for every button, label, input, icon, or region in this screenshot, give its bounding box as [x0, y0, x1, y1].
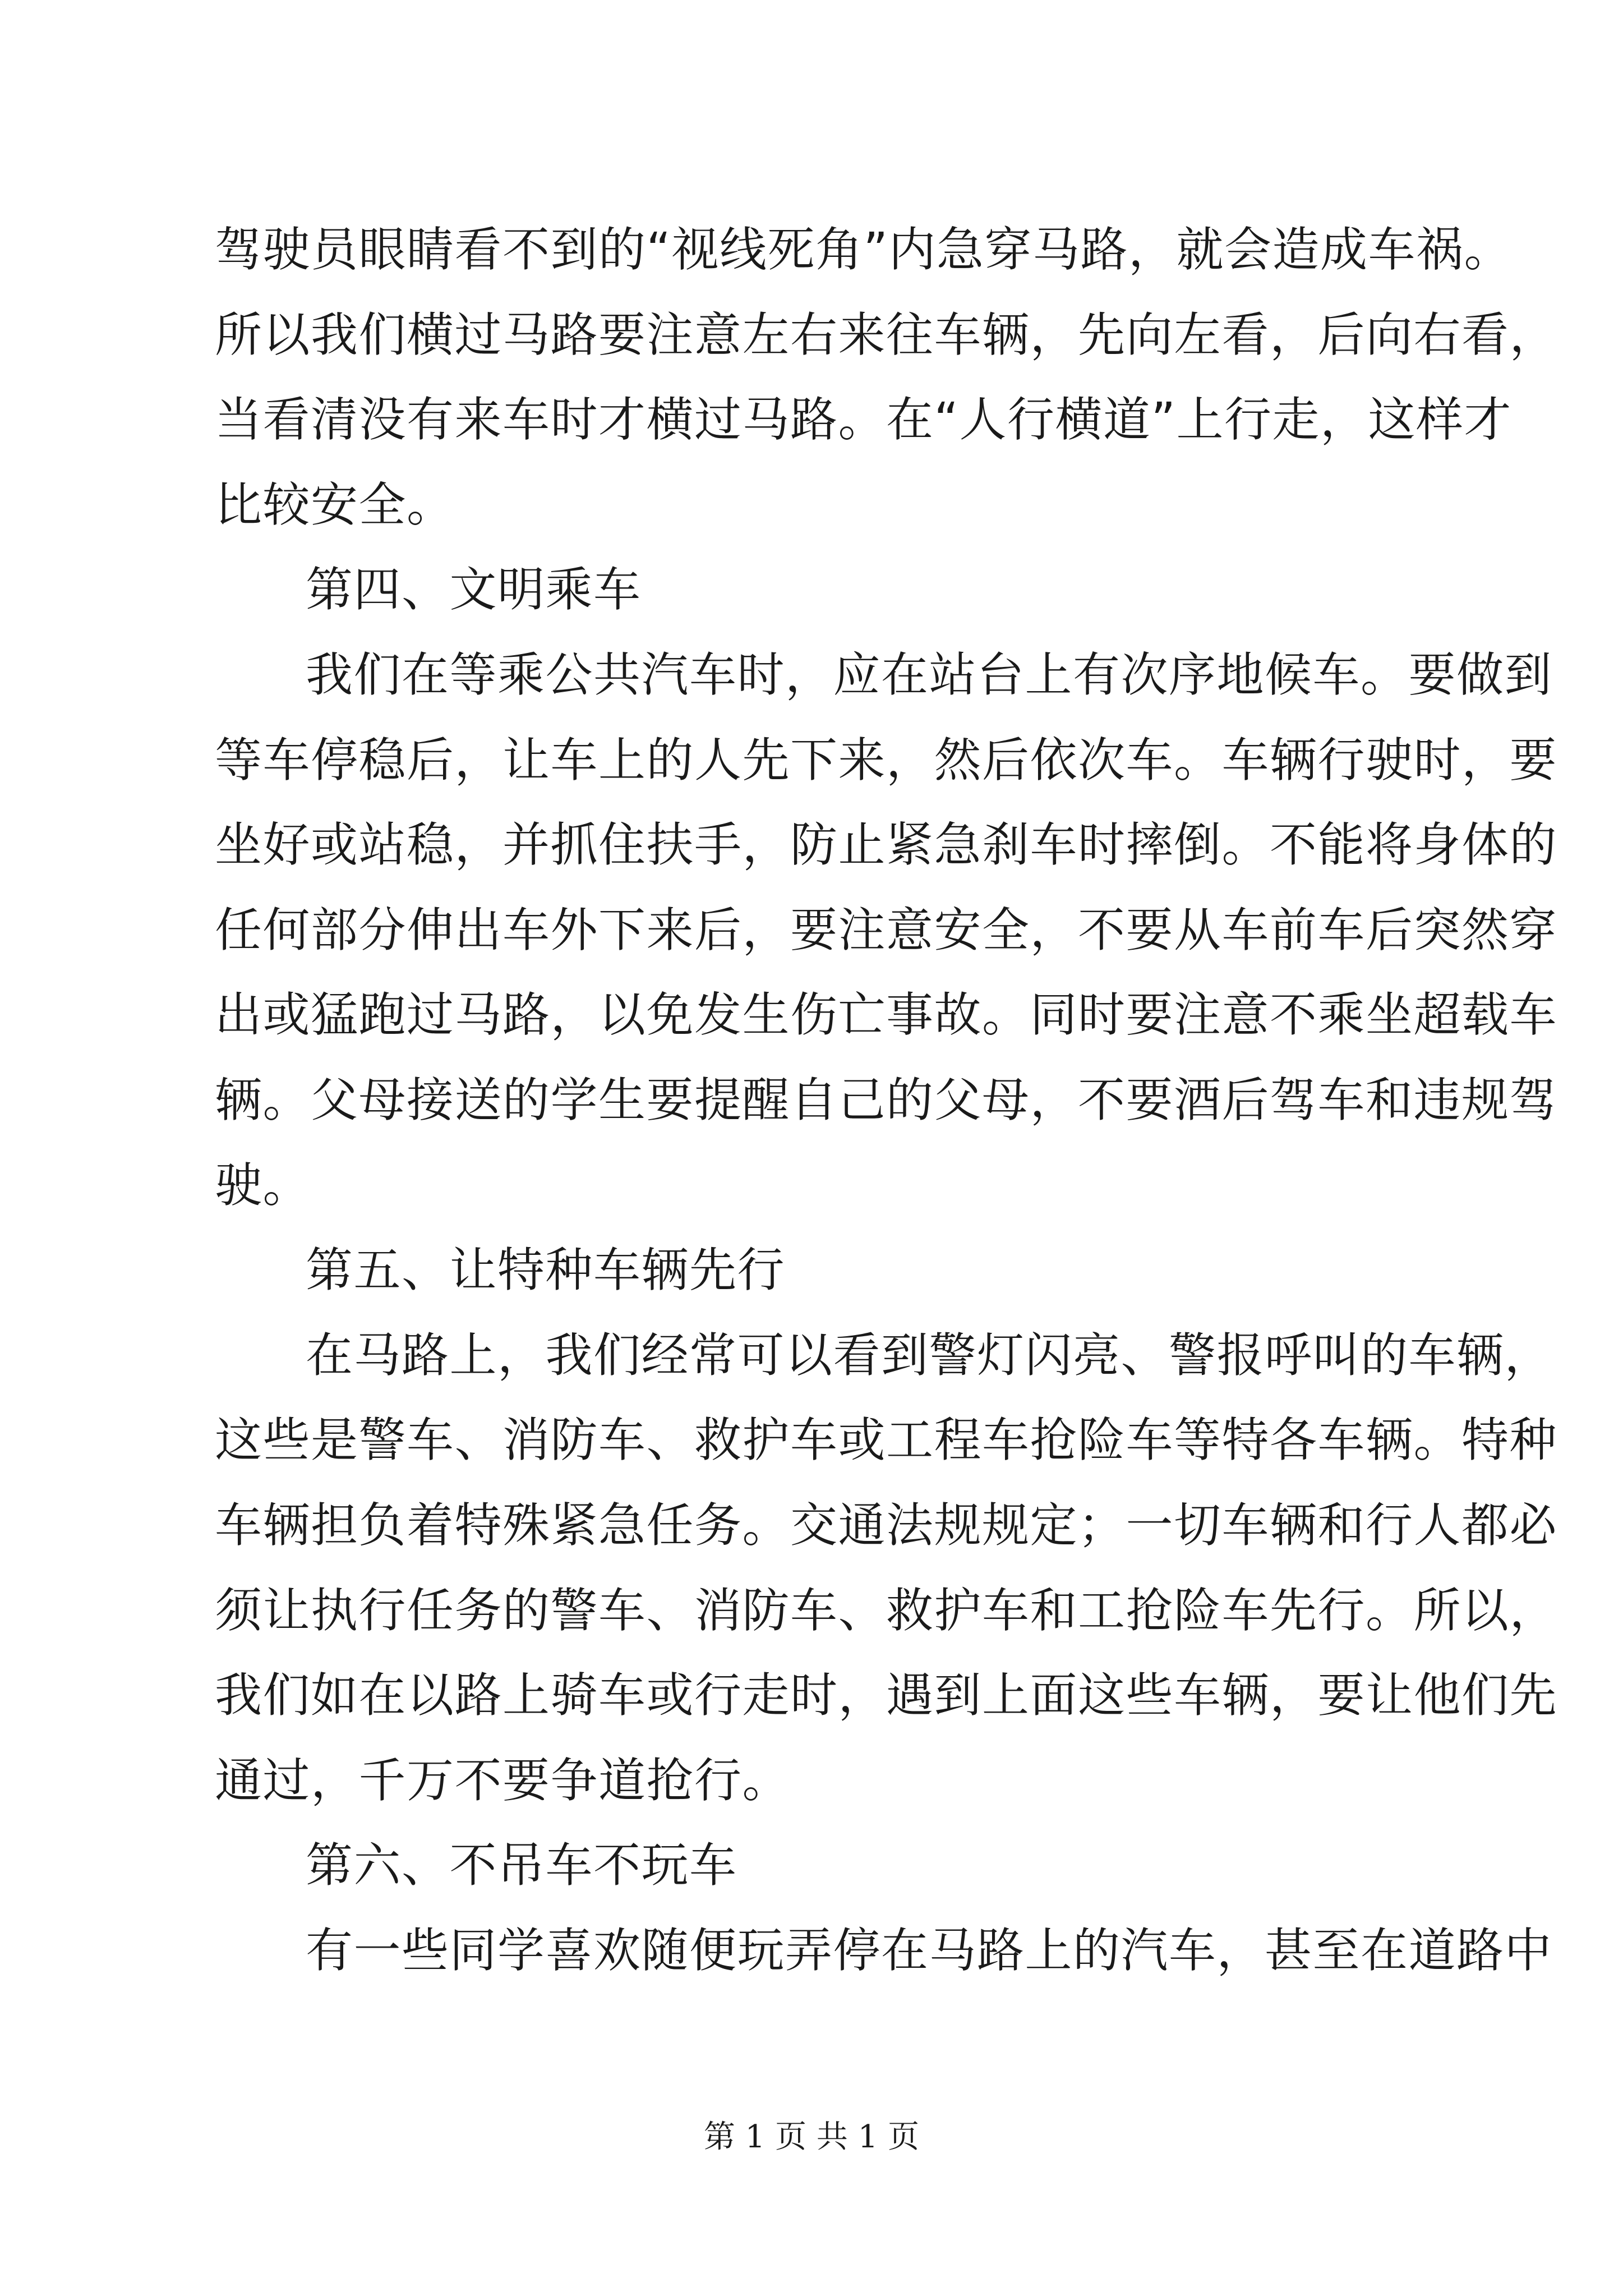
text-line: 出或猛跑过马路，以免发生伤亡事故。同时要注意不乘坐超载车 [215, 987, 1558, 1043]
text-line: 通过，千万不要争道抢行。 [215, 1752, 791, 1808]
text-line: 坐好或站稳，并抓住扶手，防止紧急刹车时摔倒。不能将身体的 [215, 817, 1558, 873]
text-line: 须让执行任务的警车、消防车、救护车和工抢险车先行。所以， [215, 1582, 1558, 1638]
body-text [215, 208, 1558, 1993]
section-heading: 第四、文明乘车 [306, 562, 642, 618]
text-line: 所以我们横过马路要注意左右来往车辆，先向左看，后向右看， [215, 307, 1558, 362]
text-line: 驾驶员眼睛看不到的“视线死角”内急穿马路，就会造成车祸。 [215, 222, 1513, 277]
text-line: 比较安全。 [215, 477, 455, 532]
text-line: 我们如在以路上骑车或行走时，遇到上面这些车辆，要让他们先 [215, 1668, 1558, 1723]
text-line: 有一些同学喜欢随便玩弄停在马路上的汽车，甚至在道路中 [306, 1922, 1553, 1978]
section-heading: 第五、让特种车辆先行 [306, 1243, 786, 1298]
text-line: 当看清没有来车时才横过马路。在“人行横道”上行走，这样才 [215, 392, 1513, 448]
text-line: 车辆担负着特殊紧急任务。交通法规规定；一切车辆和行人都必 [215, 1497, 1558, 1553]
text-line: 这些是警车、消防车、救护车或工程车抢险车等特各车辆。特种 [215, 1412, 1558, 1468]
text-line: 任何部分伸出车外下来后，要注意安全，不要从车前车后突然穿 [215, 902, 1558, 958]
text-line: 等车停稳后，让车上的人先下来，然后依次车。车辆行驶时，要 [215, 732, 1558, 788]
text-line: 辆。父母接送的学生要提醒自己的父母，不要酒后驾车和违规驾 [215, 1072, 1558, 1128]
page-footer: 第 1 页 共 1 页 [703, 2119, 920, 2155]
text-line: 驶。 [215, 1157, 311, 1213]
text-line: 在马路上，我们经常可以看到警灯闪亮、警报呼叫的车辆， [306, 1327, 1553, 1383]
text-line: 我们在等乘公共汽车时，应在站台上有次序地候车。要做到 [306, 647, 1553, 702]
section-heading: 第六、不吊车不玩车 [306, 1838, 737, 1893]
